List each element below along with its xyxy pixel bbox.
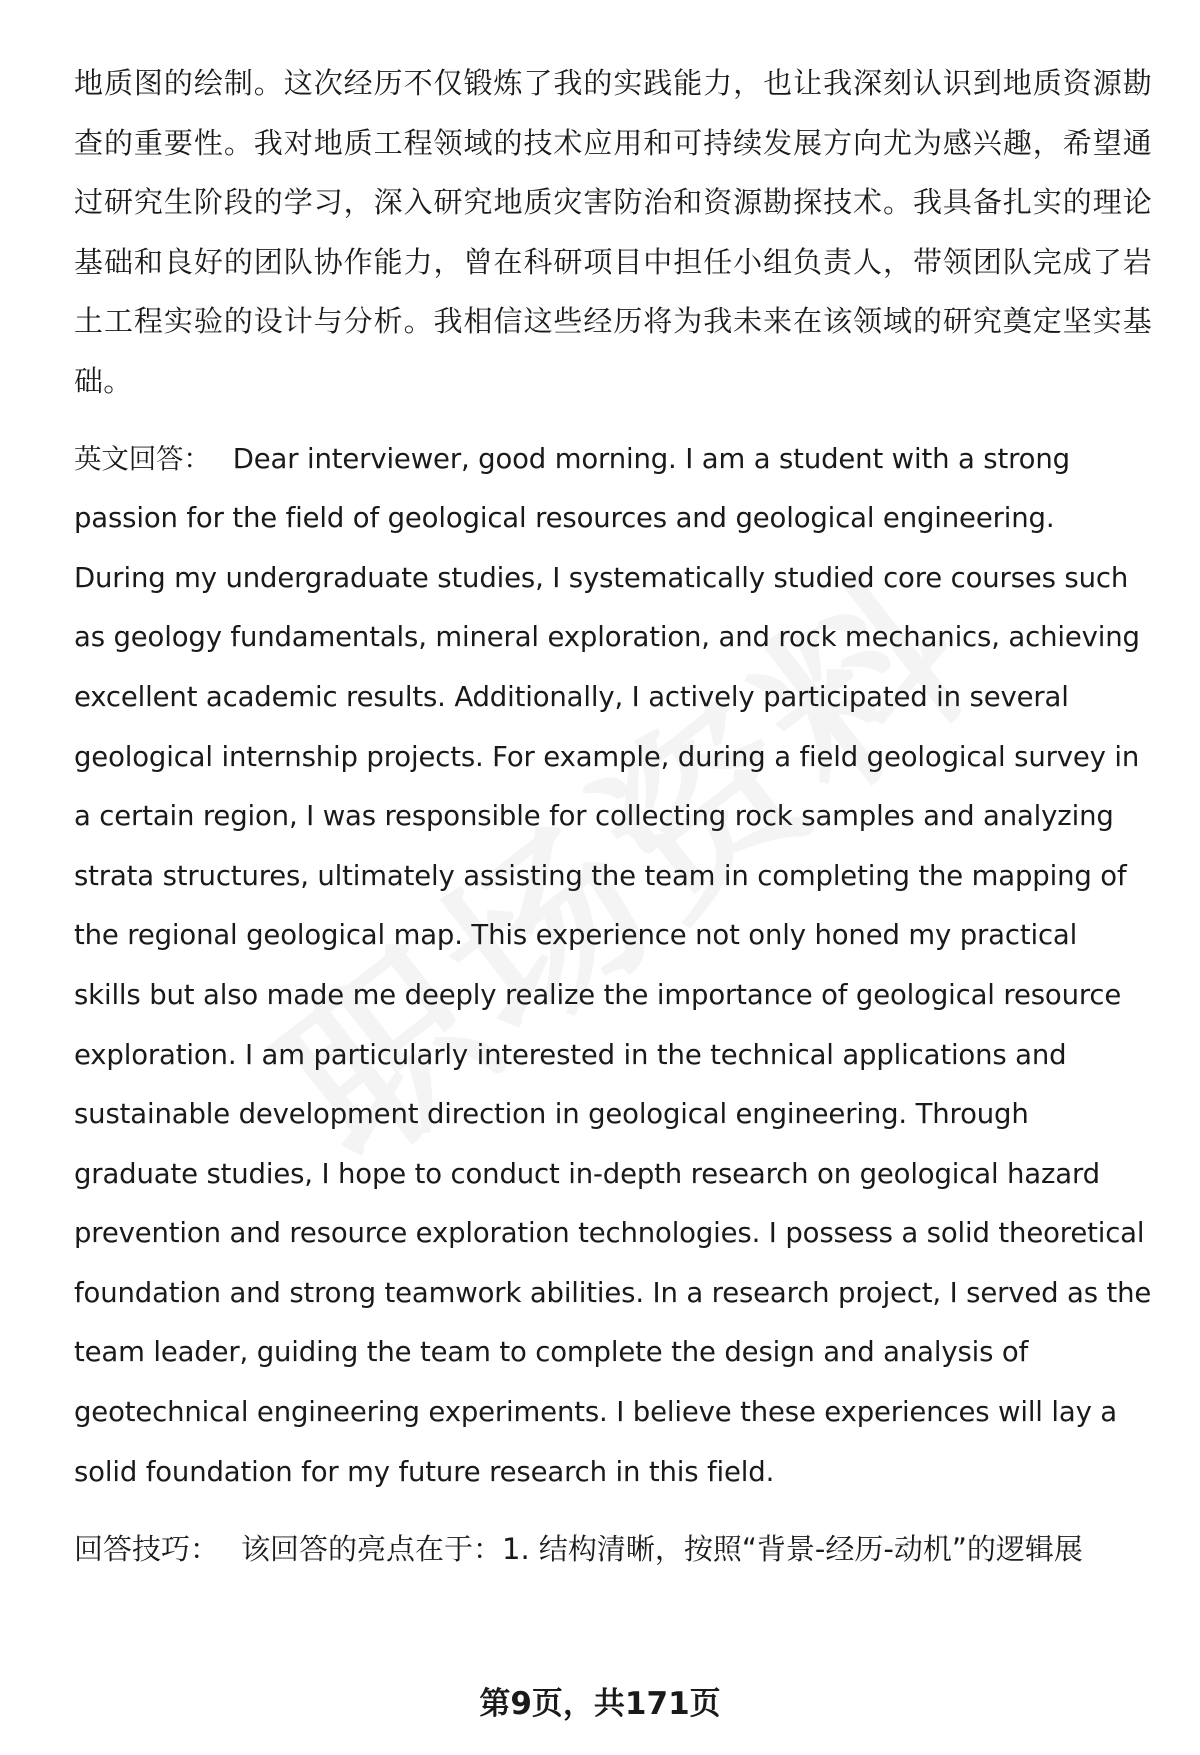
answer-tip-label: 回答技巧： <box>74 1532 220 1567</box>
english-answer-label: 英文回答： <box>74 442 211 475</box>
answer-tip-paragraph <box>74 1520 1152 1580</box>
chinese-answer-paragraph: 地质图的绘制。这次经历不仅锻炼了我的实践能力，也让我深刻认识到地质资源勘查的重要性。我对地质工程领域的技术应用和可持续发展方向尤为感兴趣，希望通过研究生阶段的学习，深入研究地质灾害防治和资源勘探技术。我具备扎实的理论基础和良好的团队协作能力，曾在科研项目中担任小组负责人，带领团队完成了岩土工程实验的设计与分析。我相信这些经历将为我未来在该领域的研究奠定坚实基础。 <box>74 66 1152 398</box>
page-number: 第9页，共171页 <box>479 1686 721 1722</box>
english-answer-text: Dear interviewer, good morning. I am a student with a strong passion for the field of geological resources and geological engineering. During my undergraduate studies, I systematically studied core courses such as geology fundamentals, mineral exploration, and rock mechanics, achieving excellent academic results. Additionally, I actively participated in several geological internship projects. For example, during a field geological survey in a certain region, I was responsible for collecting rock samples and analyzing strata structures, ultimately assisting the team in completing the mapping of the regional geological map. This experience not only honed my practical skills but also made me deeply realize the importance of geological resource exploration. I am particularly interested in the technical applications and sustainable development direction in geological engineering. Through graduate studies, I hope to conduct in-depth research on geological hazard prevention and resource exploration technologies. I possess a solid theoretical foundation and strong teamwork abilities. In a research project, I served as the team leader, guiding the team to complete the design and analysis of geotechnical engineering experiments. I believe these experiences will lay a solid foundation for my future research in this field. <box>74 442 1152 1488</box>
english-answer-paragraph <box>74 430 1152 1503</box>
answer-tip-text: 该回答的亮点在于：1. 结构清晰，按照“背景-经历-动机”的逻辑展 <box>241 1532 1083 1567</box>
document-page <box>74 54 1152 1580</box>
